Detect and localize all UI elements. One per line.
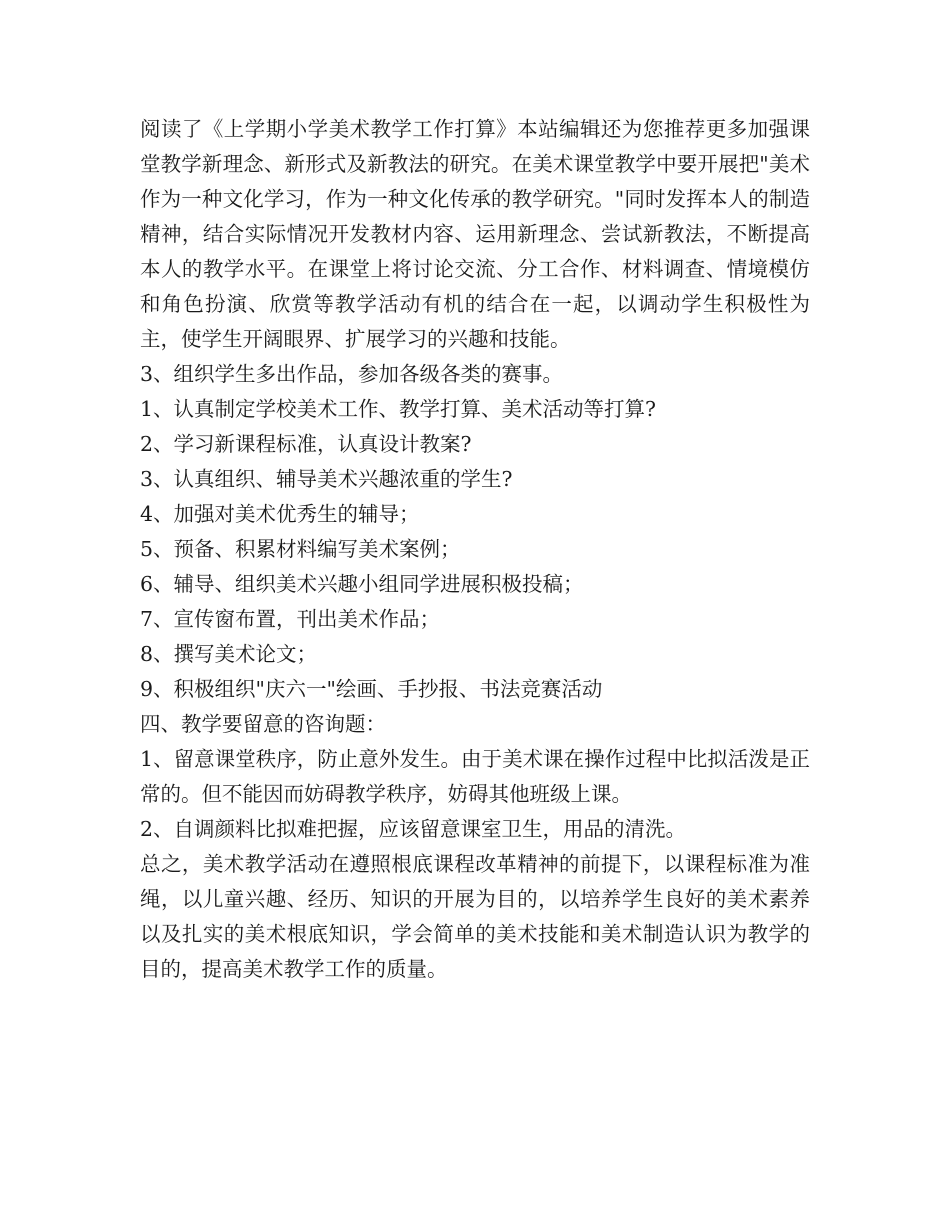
conclusion-paragraph: 总之，美术教学活动在遵照根底课程改革精神的前提下，以课程标准为准绳，以儿童兴趣、经历、知识的开展为目的，以培养学生良好的美术素养以及扎实的美术根底知识，学会简单的美术技能和美术制造认识为教学的目的，提高美术教学工作的质量。	[140, 852, 810, 981]
list-item: 8、撰写美术论文；	[140, 642, 318, 666]
list-item: 1、留意课堂秩序，防止意外发生。由于美术课在操作过程中比拟活泼是正常的。但不能因而妨碍教学秩序，妨碍其他班级上课。	[140, 747, 810, 806]
document-body	[140, 112, 810, 987]
list-item: 4、加强对美术优秀生的辅导；	[140, 502, 420, 526]
list-item: 5、预备、积累材料编写美术案例；	[140, 537, 461, 561]
section-heading: 四、教学要留意的咨询题：	[140, 712, 386, 736]
list-item: 2、自调颜料比拟难把握，应该留意课室卫生，用品的清洗。	[140, 817, 687, 841]
list-item: 2、学习新课程标准，认真设计教案?	[140, 432, 472, 456]
list-item: 3、组织学生多出作品，参加各级各类的赛事。	[140, 362, 564, 386]
list-item: 9、积极组织"庆六一"绘画、手抄报、书法竞赛活动	[140, 677, 603, 701]
list-item: 1、认真制定学校美术工作、教学打算、美术活动等打算?	[140, 397, 657, 421]
list-item: 7、宣传窗布置，刊出美术作品；	[140, 607, 441, 631]
intro-paragraph: 阅读了《上学期小学美术教学工作打算》本站编辑还为您推荐更多加强课堂教学新理念、新形式及新教法的研究。在美术课堂教学中要开展把"美术作为一种文化学习，作为一种文化传承的教学研究。"同时发挥本人的制造精神，结合实际情况开发教材内容、运用新理念、尝试新教法，不断提高本人的教学水平。在课堂上将讨论交流、分工合作、材料调查、情境模仿和角色扮演、欣赏等教学活动有机的结合在一起，以调动学生积极性为主，使学生开阔眼界、扩展学习的兴趣和技能。	[140, 117, 810, 351]
list-item: 3、认真组织、辅导美术兴趣浓重的学生?	[140, 467, 513, 491]
list-item: 6、辅导、组织美术兴趣小组同学进展积极投稿；	[140, 572, 584, 596]
